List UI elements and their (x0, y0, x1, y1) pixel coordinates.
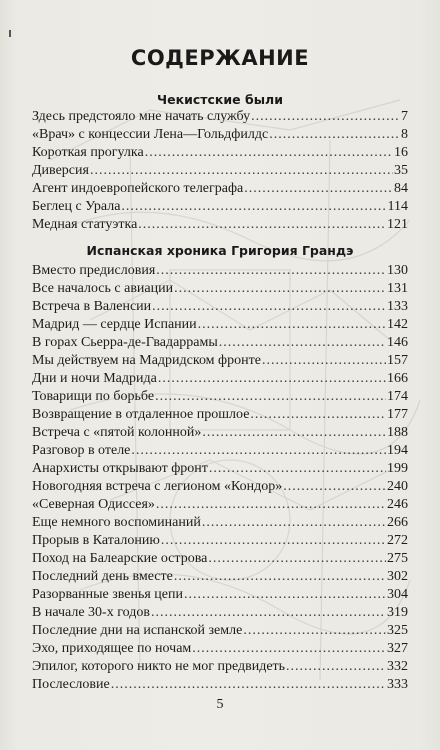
toc-entry-title: Мы действуем на Мадридском фронте (32, 353, 261, 368)
toc-entry-page: 304 (387, 587, 408, 602)
toc-entry-title: Мадрид — сердце Испании (32, 317, 197, 332)
toc-dot-leader (262, 352, 386, 369)
toc-entry-title: Встреча в Валенсии (32, 299, 152, 314)
toc-dot-leader (184, 586, 386, 603)
page-number: 5 (216, 697, 224, 712)
toc-entry-title: Разговор в отеле (32, 443, 131, 458)
toc-entry-title: Последние дни на испанской земле (32, 623, 243, 638)
toc-entry-title: Агент индоевропейского телеграфа (32, 181, 244, 196)
toc-entry-page: 130 (387, 263, 408, 278)
toc-entry-title: Диверсия (32, 163, 89, 178)
toc-entry[interactable] (32, 280, 408, 297)
toc-entry[interactable] (32, 550, 408, 567)
toc-dot-leader (202, 424, 386, 441)
toc-entry-title: «Врач» с концессии Лена—Гольдфилдс (32, 127, 269, 142)
toc-entry-page: 325 (387, 623, 408, 638)
toc-dot-leader (90, 162, 393, 179)
toc-entry-page: 319 (387, 605, 408, 620)
toc-entry[interactable] (32, 108, 408, 125)
toc-entry[interactable] (32, 388, 408, 405)
toc-entry[interactable] (32, 262, 408, 279)
toc-dot-leader (121, 198, 386, 215)
toc-entry[interactable] (32, 460, 408, 477)
toc-entry-title: Короткая прогулка (32, 145, 144, 160)
toc-entry-page: 194 (387, 443, 408, 458)
toc-dot-leader (244, 180, 393, 197)
toc-entry[interactable] (32, 568, 408, 585)
toc-entry-title: Последний день вместе (32, 569, 173, 584)
toc-dot-leader (198, 316, 386, 333)
toc-dot-leader (155, 388, 386, 405)
toc-entry-page: 166 (387, 371, 408, 386)
toc-entry[interactable] (32, 180, 408, 197)
toc-entry[interactable] (32, 144, 408, 161)
toc-entry[interactable] (32, 198, 408, 215)
toc-dot-leader (192, 640, 386, 657)
toc-entry-page: 240 (387, 479, 408, 494)
toc-entry-page: 7 (401, 109, 408, 124)
page-edge-mark (9, 30, 11, 37)
toc-entry-page: 188 (387, 425, 408, 440)
toc-entry[interactable] (32, 514, 408, 531)
toc-entry-page: 131 (387, 281, 408, 296)
toc-entry-title: Прорыв в Каталонию (32, 533, 160, 548)
toc-entry[interactable] (32, 424, 408, 441)
toc-entry[interactable] (32, 126, 408, 143)
toc-entry[interactable] (32, 622, 408, 639)
toc-entry[interactable] (32, 586, 408, 603)
toc-entry-title: Еще немного воспоминаний (32, 515, 201, 530)
toc-dot-leader (250, 406, 386, 423)
toc-entry-page: 84 (394, 181, 408, 196)
toc-entry-page: 199 (387, 461, 408, 476)
page-title: СОДЕРЖАНИЕ (130, 46, 310, 70)
toc-entry-title: Встреча с «пятой колонной» (32, 425, 202, 440)
toc-dot-leader (283, 478, 386, 495)
toc-entry[interactable] (32, 532, 408, 549)
toc-entry[interactable] (32, 370, 408, 387)
toc-entry-title: Беглец с Урала (32, 199, 121, 214)
toc-entry[interactable] (32, 352, 408, 369)
toc-dot-leader (286, 658, 386, 675)
toc-entry-title: Медная статуэтка (32, 217, 138, 232)
toc-entry-title: Разорванные звенья цепи (32, 587, 183, 602)
toc-dot-leader (145, 144, 393, 161)
toc-dot-leader (219, 334, 386, 351)
section-heading-spanish-chronicle: Испанская хроника Григория Грандэ (86, 243, 354, 258)
toc-entry-page: 121 (387, 217, 408, 232)
toc-entry-title: Дни и ночи Мадрида (32, 371, 157, 386)
toc-entry[interactable] (32, 604, 408, 621)
toc-entry-page: 333 (387, 677, 408, 692)
toc-entry[interactable] (32, 334, 408, 351)
toc-entry-page: 266 (387, 515, 408, 530)
section-heading-chekist: Чекистские были (157, 92, 283, 107)
toc-dot-leader (138, 216, 386, 233)
toc-entry-page: 146 (387, 335, 408, 350)
toc-entry-title: Анархисты открывают фронт (32, 461, 208, 476)
toc-entry-page: 177 (387, 407, 408, 422)
toc-entry-page: 332 (387, 659, 408, 674)
toc-entry-page: 272 (387, 533, 408, 548)
toc-entry[interactable] (32, 478, 408, 495)
toc-dot-leader (174, 568, 386, 585)
toc-entry-page: 327 (387, 641, 408, 656)
toc-dot-leader (161, 532, 386, 549)
toc-entry-title: Возвращение в отдаленное прошлое (32, 407, 250, 422)
toc-entry-title: Послесловие (32, 677, 110, 692)
toc-entry-page: 16 (394, 145, 408, 160)
toc-entry-title: Товарищи по борьбе (32, 389, 155, 404)
toc-entry-page: 8 (401, 127, 408, 142)
toc-entry[interactable] (32, 162, 408, 179)
toc-entry-title: Новогодняя встреча с легионом «Кондор» (32, 479, 283, 494)
toc-dot-leader (152, 298, 386, 315)
toc-entry-page: 114 (387, 199, 408, 214)
toc-entry-page: 133 (387, 299, 408, 314)
toc-entry-title: Эхо, приходящее по ночам (32, 641, 192, 656)
toc-entry-title: Все началось с авиации (32, 281, 174, 296)
toc-entry-title: В горах Сьерра-де-Гвадаррамы (32, 335, 218, 350)
toc-entry-page: 302 (387, 569, 408, 584)
toc-entry[interactable] (32, 676, 408, 693)
toc-dot-leader (269, 126, 400, 143)
toc-entry[interactable] (32, 316, 408, 333)
toc-dot-leader (243, 622, 386, 639)
toc-entry-title: Здесь предстояло мне начать службу (32, 109, 251, 124)
toc-entry[interactable] (32, 640, 408, 657)
toc-entry[interactable] (32, 442, 408, 459)
toc-dot-leader (111, 676, 386, 693)
toc-entry-page: 275 (387, 551, 408, 566)
toc-entry-title: В начале 30-х годов (32, 605, 150, 620)
toc-dot-leader (158, 370, 386, 387)
toc-dot-leader (151, 604, 386, 621)
toc-entry-page: 142 (387, 317, 408, 332)
toc-entry-title: Вместо предисловия (32, 263, 156, 278)
toc-entry-page: 174 (387, 389, 408, 404)
toc-entry-title: Эпилог, которого никто не мог предвидеть (32, 659, 286, 674)
toc-entry[interactable] (32, 406, 408, 423)
toc-entry[interactable] (32, 298, 408, 315)
toc-dot-leader (209, 460, 386, 477)
toc-dot-leader (156, 262, 386, 279)
toc-entry[interactable] (32, 216, 408, 233)
toc-dot-leader (156, 496, 386, 513)
toc-entry-page: 157 (387, 353, 408, 368)
toc-dot-leader (202, 514, 386, 531)
toc-entry[interactable] (32, 658, 408, 675)
toc-dot-leader (208, 550, 386, 567)
toc-dot-leader (131, 442, 386, 459)
toc-dot-leader (174, 280, 386, 297)
toc-entry-page: 246 (387, 497, 408, 512)
toc-entry-title: «Северная Одиссея» (32, 497, 155, 512)
toc-dot-leader (251, 108, 400, 125)
toc-entry[interactable] (32, 496, 408, 513)
toc-entry-page: 35 (394, 163, 408, 178)
toc-entry-title: Поход на Балеарские острова (32, 551, 208, 566)
